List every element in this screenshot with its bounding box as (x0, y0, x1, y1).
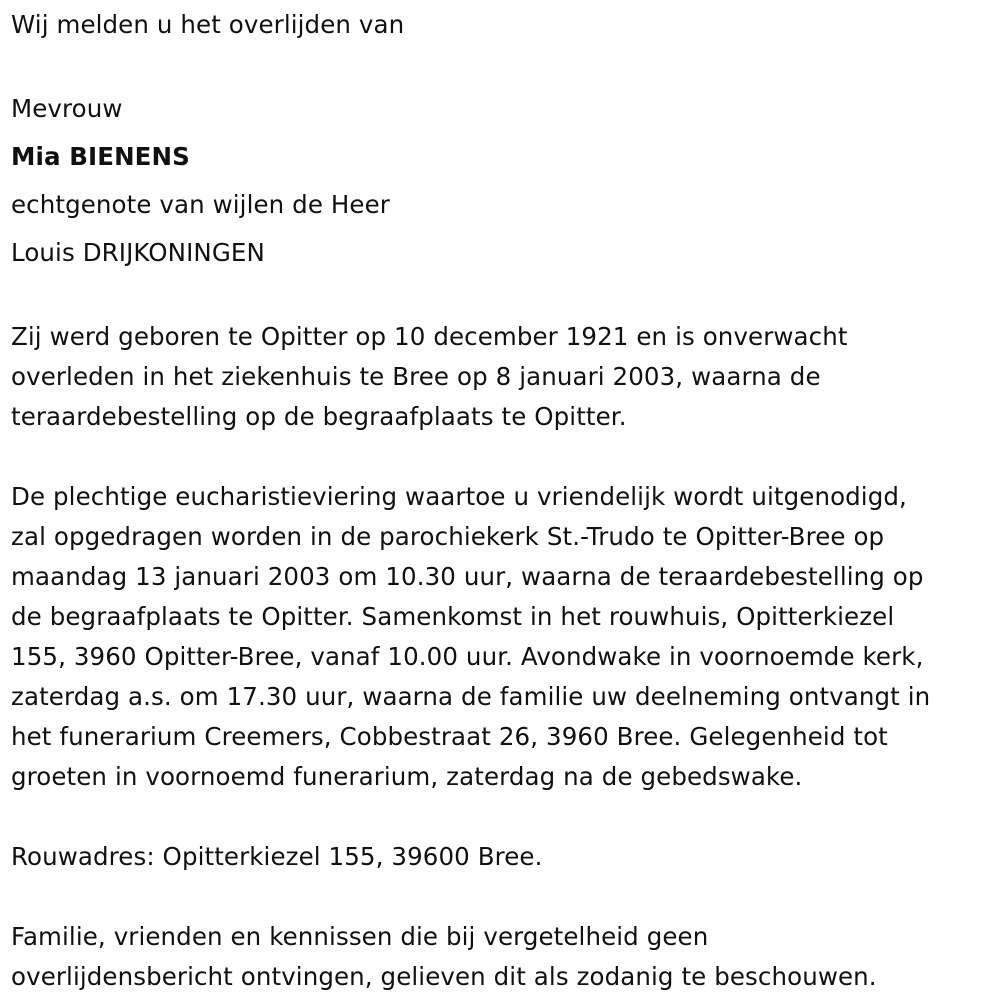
paragraph-line: Zij werd geboren te Opitter op 10 december 1921 en is onverwacht (11, 322, 848, 351)
relation-text: echtgenote van wijlen de Heer (11, 190, 390, 219)
paragraph-line: maandag 13 januari 2003 om 10.30 uur, waarna de teraardebestelling op (11, 562, 924, 591)
paragraph-line: Familie, vrienden en kennissen die bij vergetelheid geen (11, 922, 709, 951)
paragraph-line: 155, 3960 Opitter-Bree, vanaf 10.00 uur. Avondwake in voornoemde kerk, (11, 642, 924, 671)
paragraph-line: zaterdag a.s. om 17.30 uur, waarna de familie uw deelneming ontvangt in (11, 682, 931, 711)
announcement-header (11, 5, 1000, 277)
paragraph-address (11, 837, 1000, 877)
paragraph-line: de begraafplaats te Opitter. Samenkomst in het rouwhuis, Opitterkiezel (11, 602, 895, 631)
spacer (11, 437, 1000, 477)
spacer (11, 45, 1000, 85)
paragraph-line: groeten in voornoemd funerarium, zaterdag na de gebedswake. (11, 762, 803, 791)
paragraph-line: overleden in het ziekenhuis te Bree op 8 januari 2003, waarna de (11, 362, 821, 391)
mourning-address: Rouwadres: Opitterkiezel 155, 39600 Bree. (11, 842, 543, 871)
spouse-name: Louis DRIJKONINGEN (11, 238, 265, 267)
paragraph-line: teraardebestelling op de begraafplaats te Opitter. (11, 402, 627, 431)
honorific: Mevrouw (11, 94, 123, 123)
paragraph-ceremony (11, 477, 1000, 797)
paragraph-closing (11, 917, 1000, 997)
deceased-name: Mia BIENENS (11, 142, 190, 171)
spacer (11, 877, 1000, 917)
spacer (11, 797, 1000, 837)
paragraph-line: het funerarium Creemers, Cobbestraat 26, 3960 Bree. Gelegenheid tot (11, 722, 888, 751)
intro-text: Wij melden u het overlijden van (11, 10, 405, 39)
paragraph-birth-death (11, 317, 1000, 437)
paragraph-line: overlijdensbericht ontvingen, gelieven dit als zodanig te beschouwen. (11, 962, 877, 991)
paragraph-line: zal opgedragen worden in de parochiekerk St.-Trudo te Opitter-Bree op (11, 522, 885, 551)
spacer (11, 277, 1000, 317)
paragraph-line: De plechtige eucharistieviering waartoe u vriendelijk wordt uitgenodigd, (11, 482, 907, 511)
